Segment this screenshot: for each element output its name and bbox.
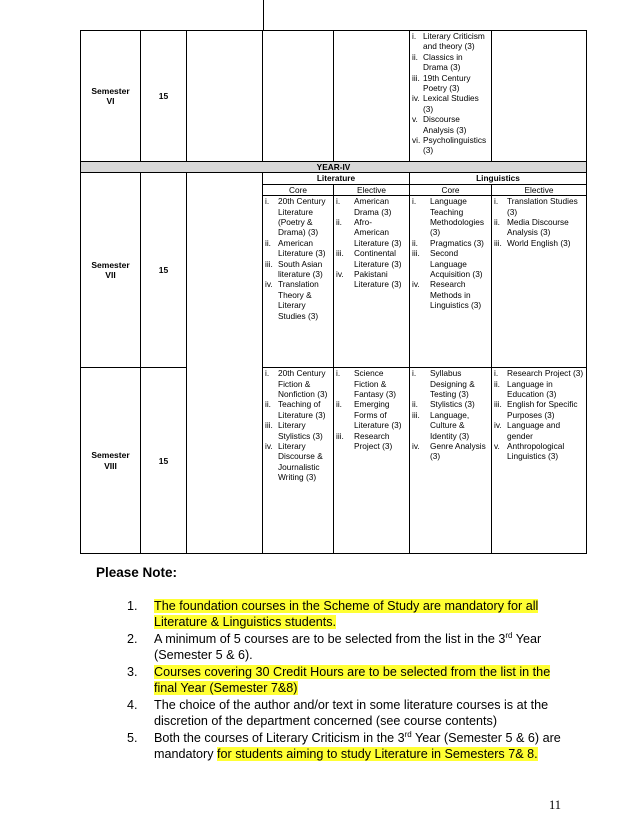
course-item: ii. Language in Education (3) bbox=[494, 378, 557, 400]
course-item: iii. World English (3) bbox=[494, 237, 571, 248]
semester-vii-literature-core bbox=[263, 196, 334, 368]
note-2: 2. A minimum of 5 courses are to be selected from the list in the 3rd Year (Semester 5 & 6). bbox=[127, 630, 542, 662]
course-item: iv. Literary Discourse & Journalistic Writing (3) bbox=[265, 441, 323, 483]
literature-header: Literature bbox=[263, 173, 410, 184]
course-item: vi. Psycholinguistics (3) bbox=[412, 135, 487, 156]
course-item: ii. Emerging Forms of Literature (3) bbox=[336, 399, 402, 431]
scheme-of-study-table bbox=[80, 30, 587, 554]
course-item: i. Language Teaching Methodologies (3) bbox=[412, 196, 484, 238]
year-iv-title: YEAR-IV bbox=[81, 162, 587, 173]
course-item: iii. South Asian literature (3) bbox=[265, 258, 323, 280]
semester-vi-row bbox=[81, 31, 587, 162]
semester-vi-electives bbox=[410, 31, 492, 162]
course-item: v. Discourse Analysis (3) bbox=[412, 114, 467, 135]
semester-vii-credits: 15 bbox=[141, 173, 187, 368]
course-item: ii. Afro-American Literature (3) bbox=[336, 217, 402, 248]
empty-cell bbox=[492, 31, 587, 162]
course-item: ii. Pragmatics (3) bbox=[412, 237, 484, 248]
stream-header-row bbox=[81, 173, 587, 184]
semester-vi-label: Semester VI bbox=[81, 31, 141, 162]
course-item: iv. Translation Theory & Literary Studies (3) bbox=[265, 279, 319, 321]
empty-cell bbox=[263, 31, 334, 162]
course-item: iii. Literary Stylistics (3) bbox=[265, 420, 323, 441]
linguistics-header: Linguistics bbox=[410, 173, 587, 184]
notes-list bbox=[127, 598, 567, 763]
course-item: i. 20th Century Literature (Poetry & Drama) (3) bbox=[265, 196, 326, 238]
course-item: iii. Second Language Acquisition (3) bbox=[412, 248, 483, 280]
course-item: i. Syllabus Designing & Testing (3) bbox=[412, 368, 475, 400]
linguistics-core-header: Core bbox=[410, 184, 492, 195]
literature-core-header: Core bbox=[263, 184, 334, 195]
course-item: iii. English for Specific Purposes (3) bbox=[494, 399, 578, 420]
course-item: iv. Language and gender bbox=[494, 420, 561, 441]
semester-viii-credits: 15 bbox=[141, 368, 187, 554]
semester-vii-label: Semester VII bbox=[81, 173, 141, 368]
page-number: 11 bbox=[549, 798, 562, 812]
course-item: iv. Genre Analysis (3) bbox=[412, 441, 486, 462]
course-item: ii. American Literature (3) bbox=[265, 237, 326, 259]
course-item: iii. Research Project (3) bbox=[336, 430, 393, 452]
course-item: iv. Pakistani Literature (3) bbox=[336, 269, 402, 290]
course-item: ii. Stylistics (3) bbox=[412, 399, 475, 410]
course-item: i. Research Project (3) bbox=[494, 368, 584, 379]
course-item: i. 20th Century Fiction & Nonfiction (3) bbox=[265, 368, 328, 400]
course-item: i. Literary Criticism and theory (3) bbox=[412, 31, 485, 52]
course-item: ii. Teaching of Literature (3) bbox=[265, 399, 326, 420]
empty-cell bbox=[187, 173, 263, 554]
course-item: iii. Language, Culture & Identity (3) bbox=[412, 409, 470, 441]
top-divider-line bbox=[263, 0, 264, 30]
course-item: i. Science Fiction & Fantasy (3) bbox=[336, 368, 396, 400]
please-note-heading: Please Note: bbox=[96, 565, 178, 580]
semester-viii-linguistics-elective bbox=[492, 368, 587, 554]
semester-viii-row bbox=[81, 368, 587, 554]
course-item: iii. 19th Century Poetry (3) bbox=[412, 72, 471, 94]
course-item: ii. Classics in Drama (3) bbox=[412, 51, 463, 73]
linguistics-elective-header: Elective bbox=[492, 184, 587, 195]
empty-cell bbox=[334, 31, 410, 162]
course-item: i. Translation Studies (3) bbox=[494, 196, 578, 217]
course-item: i. American Drama (3) bbox=[336, 196, 392, 217]
note-5: 5. Both the courses of Literary Criticism in the 3rd Year (Semester 5 & 6) are mandatory for students aiming to study Literature in Semesters 7& 8. bbox=[127, 729, 561, 761]
course-item: iii. Continental Literature (3) bbox=[336, 248, 402, 269]
empty-cell bbox=[187, 31, 263, 162]
semester-vii-literature-elective bbox=[334, 196, 410, 368]
literature-elective-header: Elective bbox=[334, 184, 410, 195]
course-item: iv. Research Methods in Linguistics (3) bbox=[412, 279, 482, 311]
semester-vi-credits: 15 bbox=[141, 31, 187, 162]
semester-viii-label: Semester VIII bbox=[81, 368, 141, 554]
year-iv-header-row bbox=[81, 162, 587, 173]
note-3: 3. Courses covering 30 Credit Hours are to be selected from the list in the final Year (Semester 7&8) bbox=[127, 665, 551, 695]
course-item: ii. Media Discourse Analysis (3) bbox=[494, 217, 569, 238]
note-4: 4. The choice of the author and/or text in some literature courses is at the discretion of the department concerned (see course contents) bbox=[127, 698, 549, 728]
semester-viii-literature-elective bbox=[334, 368, 410, 554]
semester-vii-linguistics-core bbox=[410, 196, 492, 368]
course-item: v. Anthropological Linguistics (3) bbox=[494, 441, 565, 462]
semester-vii-linguistics-elective bbox=[492, 196, 587, 368]
semester-viii-literature-core bbox=[263, 368, 334, 554]
note-1: 1. The foundation courses in the Scheme of Study are mandatory for all Literature & Linguistics students. bbox=[127, 599, 539, 629]
semester-viii-linguistics-core bbox=[410, 368, 492, 554]
course-item: iv. Lexical Studies (3) bbox=[412, 93, 479, 114]
